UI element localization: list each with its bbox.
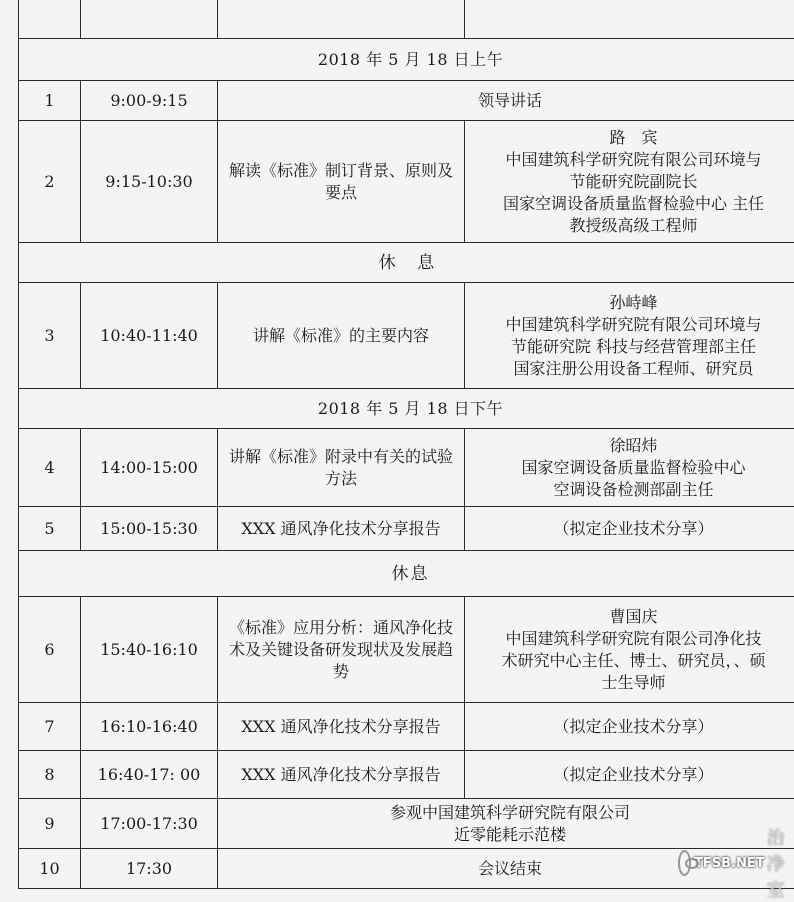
table-row <box>19 507 794 551</box>
row-number: 5 <box>19 507 81 551</box>
topic-text: 讲解《标准》的主要内容 <box>226 325 456 347</box>
row-number: 3 <box>19 283 81 389</box>
row-speaker <box>465 597 794 703</box>
table-row <box>19 751 794 799</box>
speaker-name: 徐昭炜 <box>469 435 794 457</box>
row-number: 2 <box>19 121 81 243</box>
table-row <box>19 703 794 751</box>
table-row-partial <box>19 0 794 39</box>
speaker-line: 中国建筑科学研究院有限公司环境与 <box>469 314 794 336</box>
speaker-line: 国家注册公用设备工程师、研究员 <box>469 358 794 380</box>
row-topic <box>218 121 465 243</box>
row-topic: XXX 通风净化技术分享报告 <box>218 507 465 551</box>
speaker-line: 中国建筑科学研究院有限公司净化技 <box>469 628 794 650</box>
speaker-name: 孙峙峰 <box>469 292 794 314</box>
table-row <box>19 81 794 121</box>
watermark-text: 治净室 <box>767 824 790 902</box>
row-time: 17:00-17:30 <box>81 799 218 849</box>
row-number: 10 <box>19 849 81 889</box>
row-time: 10:40-11:40 <box>81 283 218 389</box>
speaker-line: 术研究中心主任、博士、研究员，、硕 <box>469 650 794 672</box>
merged-line: 参观中国建筑科学研究院有限公司 <box>222 802 794 824</box>
section-header-afternoon <box>19 389 794 429</box>
section-header-rest <box>19 551 794 597</box>
speaker-line: 节能研究院副院长 <box>469 171 794 193</box>
section-label: 2018 年 5 月 18 日下午 <box>19 389 794 429</box>
row-topic <box>218 597 465 703</box>
section-label: 休息 <box>19 551 794 597</box>
row-topic: XXX 通风净化技术分享报告 <box>218 703 465 751</box>
row-speaker: （拟定企业技术分享） <box>465 703 794 751</box>
speaker-name: 曹国庆 <box>469 606 794 628</box>
row-time: 9:15-10:30 <box>81 121 218 243</box>
row-number: 1 <box>19 81 81 121</box>
row-time: 14:00-15:00 <box>81 429 218 507</box>
row-speaker: （拟定企业技术分享） <box>465 507 794 551</box>
topic-text: 解读《标准》制订背景、原则及要点 <box>226 160 456 204</box>
row-speaker <box>465 121 794 243</box>
watermark-brand: TFSB.NET <box>694 856 765 871</box>
row-number: 7 <box>19 703 81 751</box>
section-header-rest <box>19 243 794 283</box>
section-header-morning <box>19 39 794 81</box>
speaker-line: 国家空调设备质量监督检验中心 主任 <box>469 193 794 215</box>
table-row <box>19 799 794 849</box>
row-time: 15:40-16:10 <box>81 597 218 703</box>
row-speaker <box>465 283 794 389</box>
row-number: 6 <box>19 597 81 703</box>
row-topic <box>218 283 465 389</box>
row-merged <box>218 799 794 849</box>
row-merged: 领导讲话 <box>218 81 794 121</box>
row-speaker: （拟定企业技术分享） <box>465 751 794 799</box>
section-label: 2018 年 5 月 18 日上午 <box>19 39 794 81</box>
speaker-line: 节能研究院 科技与经营管理部主任 <box>469 336 794 358</box>
agenda-table <box>18 0 794 889</box>
watermark <box>678 845 794 881</box>
table-row <box>19 121 794 243</box>
topic-text: 《标准》应用分析：通风净化技术及关键设备研发现状及发展趋势 <box>226 617 456 683</box>
row-time: 16:40-17: 00 <box>81 751 218 799</box>
section-label: 休 息 <box>19 243 794 283</box>
speaker-name: 路 宾 <box>469 127 794 149</box>
speaker-line: 教授级高级工程师 <box>469 215 794 237</box>
topic-text: 讲解《标准》附录中有关的试验方法 <box>226 446 456 490</box>
row-time: 15:00-15:30 <box>81 507 218 551</box>
speaker-line: 空调设备检测部副主任 <box>469 479 794 501</box>
speaker-line: 士生导师 <box>469 672 794 694</box>
row-topic <box>218 429 465 507</box>
table-row <box>19 597 794 703</box>
speaker-line: 国家空调设备质量监督检验中心 <box>469 457 794 479</box>
merged-line: 近零能耗示范楼 <box>222 824 794 846</box>
row-time: 16:10-16:40 <box>81 703 218 751</box>
speaker-line: 中国建筑科学研究院有限公司环境与 <box>469 149 794 171</box>
row-number: 8 <box>19 751 81 799</box>
wechat-icon <box>678 850 691 876</box>
table-row <box>19 283 794 389</box>
row-topic: XXX 通风净化技术分享报告 <box>218 751 465 799</box>
row-speaker <box>465 429 794 507</box>
row-number: 4 <box>19 429 81 507</box>
table-row <box>19 429 794 507</box>
row-merged: 会议结束 <box>218 849 794 889</box>
row-number: 9 <box>19 799 81 849</box>
row-time: 17:30 <box>81 849 218 889</box>
row-time: 9:00-9:15 <box>81 81 218 121</box>
